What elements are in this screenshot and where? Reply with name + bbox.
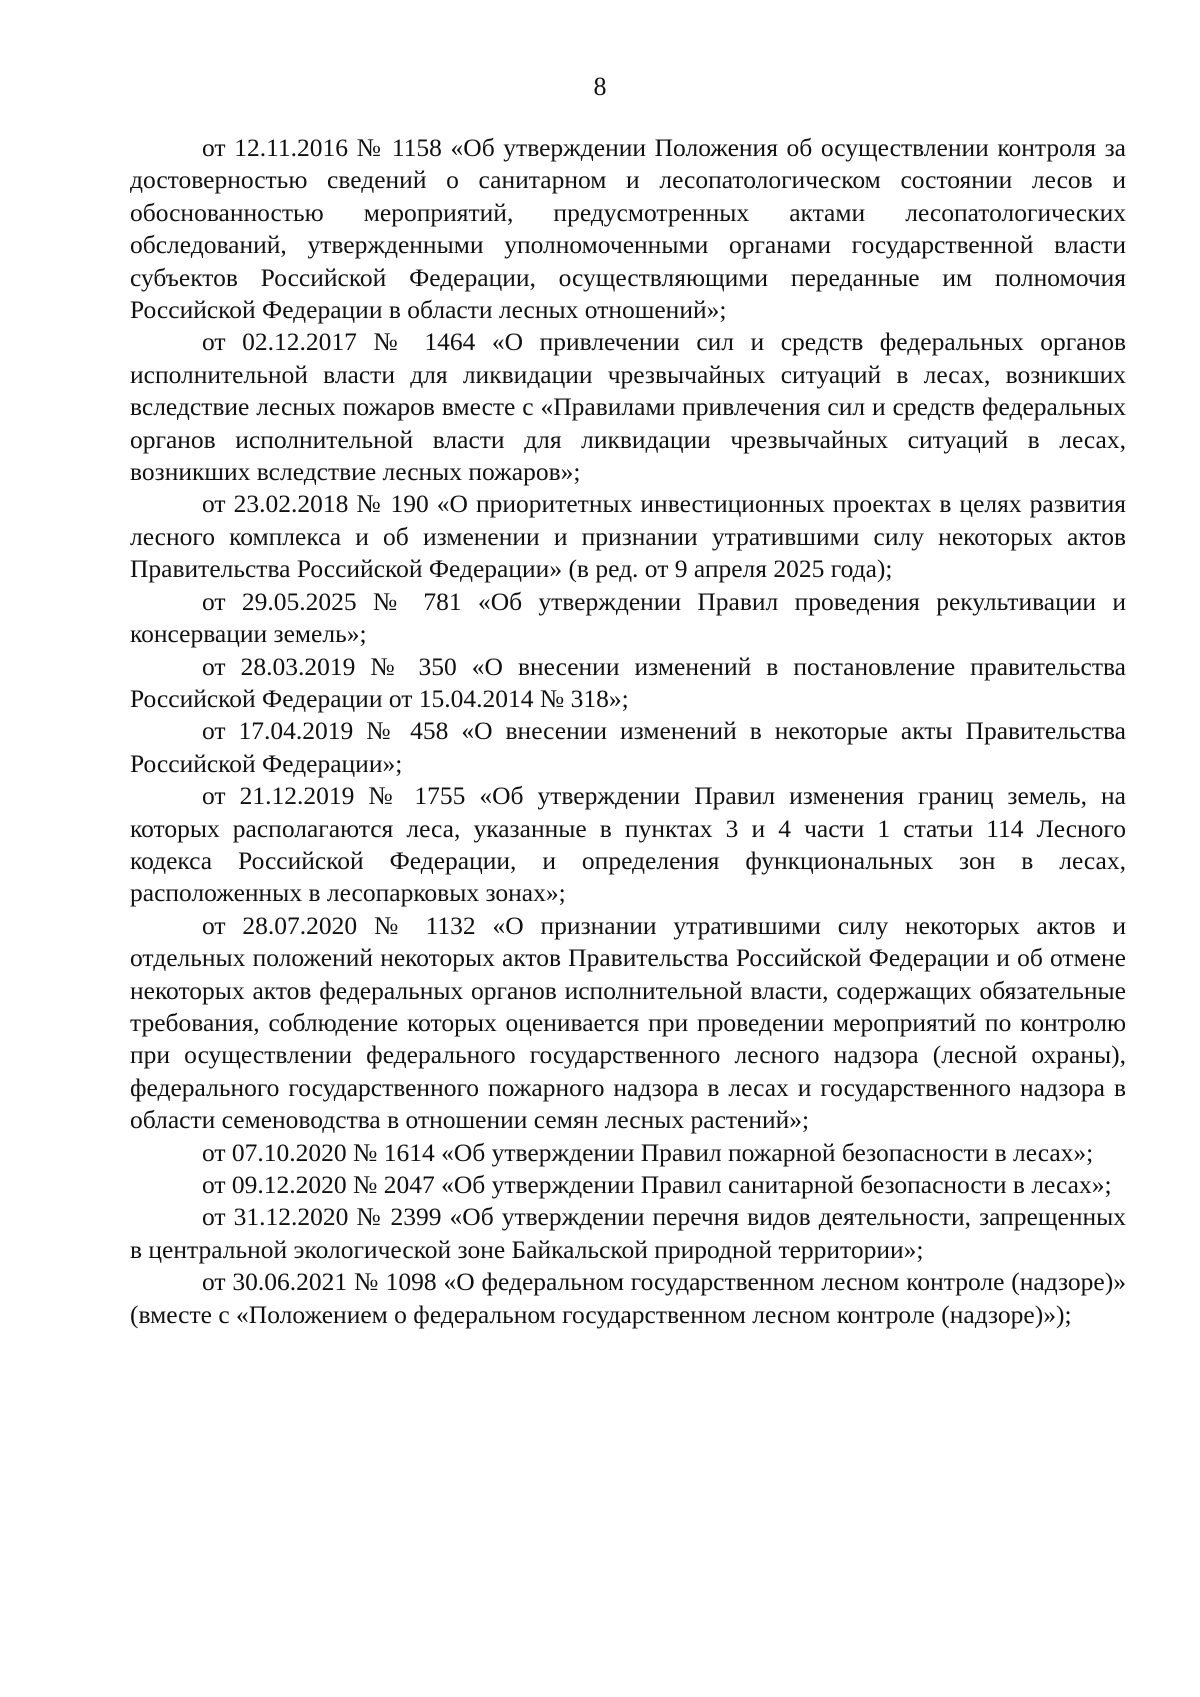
list-item: от 28.03.2019 № 350 «О внесении изменений в постановление правительства Российской Федерации от 15.04.2014 № 318»; — [130, 651, 1126, 713]
list-item: от 09.12.2020 № 2047 «Об утверждении Правил санитарной безопасности в лесах»; — [202, 1170, 1112, 1199]
list-item: от 29.05.2025 № 781 «Об утверждении Правил проведения рекультивации и консервации земель»; — [130, 586, 1126, 649]
list-item: от 17.04.2019 № 458 «О внесении изменений в некоторые акты Правительства Российской Федерации»; — [130, 716, 1126, 778]
list-item: от 31.12.2020 № 2399 «Об утверждении перечня видов деятельности, запрещенных в центральной экологической зоне Байкальской природной территории»; — [130, 1202, 1126, 1264]
list-item: от 30.06.2021 № 1098 «О федеральном государственном лесном контроле (надзоре)» (вместе с «Положением о федеральном государственном лесном контроле (надзоре)»); — [130, 1267, 1126, 1329]
page-number: 8 — [593, 72, 607, 101]
document-body — [130, 132, 1126, 1331]
list-item: от 28.07.2020 № 1132 «О признании утратившими силу некоторых актов и отдельных положений некоторых актов Правительства Российской Федерации и об отмене некоторых актов федеральных органов исполнительной власти, содержащих обязательные требования, соблюдение которых оценивается при проведении мероприятий по контролю при осуществлении федерального государственного лесного надзора (лесной охраны), федерального государственного пожарного надзора в лесах и государственного надзора в области семеноводства в отношении семян лесных растений»; — [130, 910, 1126, 1135]
list-item: от 12.11.2016 № 1158 «Об утверждении Положения об осуществлении контроля за достоверностью сведений о санитарном и лесопатологическом состоянии лесов и обоснованностью мероприятий, предусмотренных актами лесопатологических обследований, утвержденными уполномоченными органами государственной власти субъектов Российской Федерации, осуществляющими переданные им полномочия Российской Федерации в области лесных отношений»; — [130, 133, 1126, 325]
list-item: от 07.10.2020 № 1614 «Об утверждении Правил пожарной безопасности в лесах»; — [202, 1137, 1094, 1167]
list-item: от 02.12.2017 № 1464 «О привлечении сил и средств федеральных органов исполнительной власти для ликвидации чрезвычайных ситуаций в лесах, возникших вследствие лесных пожаров вместе с «Правилами привлечения сил и средств федеральных органов исполнительной власти для ликвидации чрезвычайных ситуаций в лесах, возникших вследствие лесных пожаров»; — [130, 327, 1126, 487]
list-item: от 21.12.2019 № 1755 «Об утверждении Правил изменения границ земель, на которых располагаются леса, указанные в пунктах 3 и 4 части 1 статьи 114 Лесного кодекса Российской Федерации, и определения функциональных зон в лесах, расположенных в лесопарковых зонах»; — [130, 781, 1126, 908]
list-item: от 23.02.2018 № 190 «О приоритетных инвестиционных проектах в целях развития лесного комплекса и об изменении и признании утратившими силу некоторых актов Правительства Российской Федерации» (в ред. от 9 апреля 2025 года); — [130, 489, 1126, 584]
